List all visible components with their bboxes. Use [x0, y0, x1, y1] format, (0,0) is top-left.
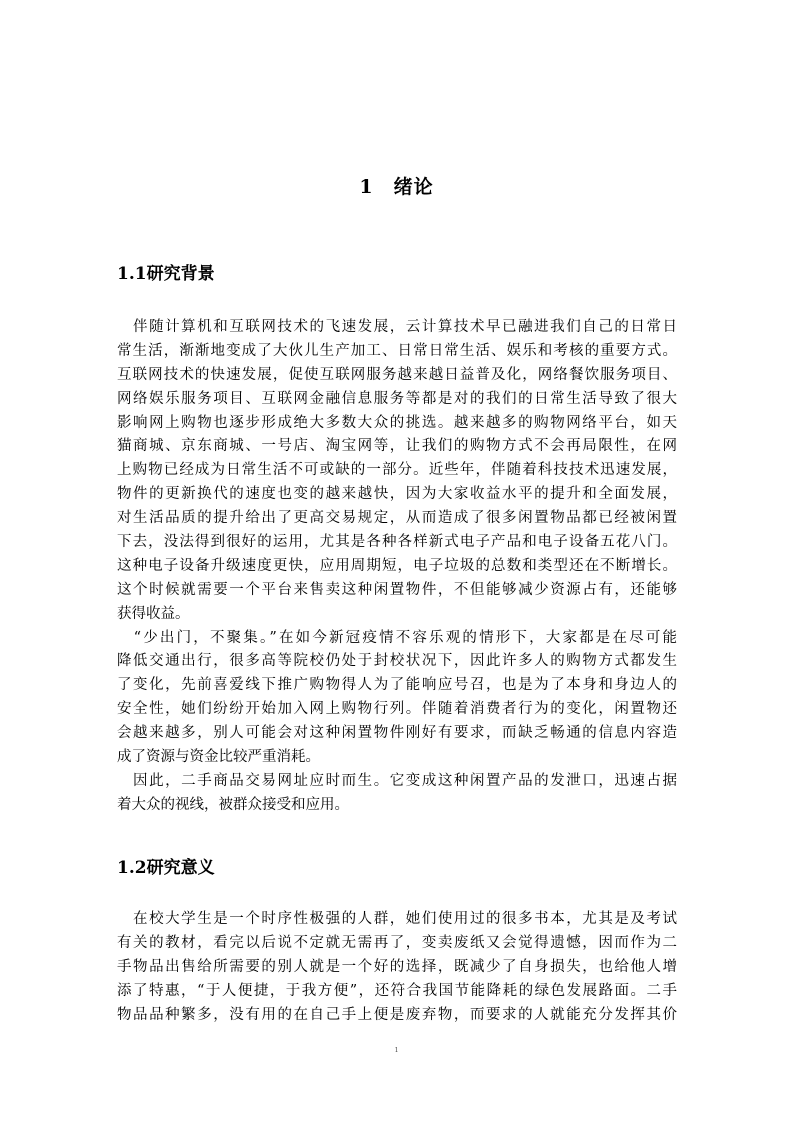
text-line: 会越来越多，别人可能会对这种闲置物件刚好有要求，而缺乏畅通的信息内容造 — [117, 725, 677, 742]
text-line: 常生活，渐渐地变成了大伙儿生产加工、日常日常生活、娱乐和考核的重要方式。 — [117, 342, 677, 359]
paragraph — [117, 627, 677, 770]
text-line: 下去，没法得到很好的运用，尤其是各种各样新式电子产品和电子设备五花八门。 — [117, 534, 677, 551]
text-line: 互联网技术的快速发展，促使互联网服务越来越日益普及化，网络餐饮服务项目、 — [117, 366, 677, 383]
text-line: 网络娱乐服务项目、互联网金融信息服务等都是对的我们的日常生活导致了很大 — [117, 390, 677, 407]
text-line: 伴随计算机和互联网技术的飞速发展，云计算技术早已融进我们自己的日常日 — [117, 319, 677, 335]
text-line: 了变化，先前喜爱线下推广购物得人为了能响应号召，也是为了本身和身边人的 — [117, 677, 677, 694]
text-line: 物件的更新换代的速度也变的越来越快，因为大家收益水平的提升和全面发展， — [117, 486, 677, 503]
text-line: 成了资源与资金比较严重消耗。 — [117, 749, 320, 766]
text-line: “少出门，不聚集。”在如今新冠疫情不容乐观的情形下，大家都是在尽可能 — [117, 629, 677, 646]
section-significance-body — [117, 908, 677, 1027]
section-heading-significance: 1.2研究意义 — [117, 858, 215, 878]
page-number: 1 — [394, 1047, 399, 1054]
text-line: 因此，二手商品交易网址应时而生。它变成这种闲置产品的发泄口，迅速占据 — [117, 772, 677, 789]
text-line: 对生活品质的提升给出了更高交易规定，从而造成了很多闲置物品都已经被闲置 — [117, 510, 677, 527]
section-heading-background: 1.1研究背景 — [117, 264, 215, 284]
text-line: 上购物已经成为日常生活不可或缺的一部分。近些年，伴随着科技技术迅速发展， — [117, 462, 677, 479]
text-line: 着大众的视线，被群众接受和应用。 — [117, 796, 349, 813]
section-background-body — [117, 316, 677, 818]
text-line: 获得收益。 — [117, 605, 190, 622]
text-line: 这个时候就需要一个平台来售卖这种闲置物件，不但能够减少资源占有，还能够 — [117, 581, 677, 598]
text-line: 在校大学生是一个时序性极强的人群，她们使用过的很多书本，尤其是及考试 — [117, 911, 677, 927]
text-line: 物品品种繁多，没有用的在自己手上便是废弃物，而要求的人就能充分发挥其价 — [117, 1006, 677, 1023]
text-line: 有关的教材，看完以后说不定就无需再了，变卖废纸又会觉得遗憾，因而作为二 — [117, 934, 677, 951]
text-line: 添了特惠，“于人便捷，于我方便”，还符合我国节能降耗的绿色发展路面。二手 — [117, 982, 677, 999]
paragraph — [117, 908, 677, 1027]
text-line: 手物品出售给所需要的别人就是一个好的选择，既减少了自身损失，也给他人增 — [117, 958, 677, 975]
text-line: 影响网上购物也逐步形成绝大多数大众的挑选。越来越多的购物网络平台，如天 — [117, 414, 677, 431]
text-line: 这种电子设备升级速度更快，应用周期短，电子垃圾的总数和类型还在不断增长。 — [117, 557, 677, 574]
text-line: 降低交通出行，很多高等院校仍处于封校状况下，因此许多人的购物方式都发生 — [117, 653, 677, 670]
paragraph — [117, 770, 677, 818]
paragraph — [117, 316, 677, 627]
text-line: 猫商城、京东商城、一号店、淘宝网等，让我们的购物方式不会再局限性，在网 — [117, 438, 677, 455]
text-line: 安全性，她们纷纷开始加入网上购物行列。伴随着消费者行为的变化，闲置物还 — [117, 701, 677, 718]
chapter-title: 1 绪论 — [359, 176, 434, 198]
